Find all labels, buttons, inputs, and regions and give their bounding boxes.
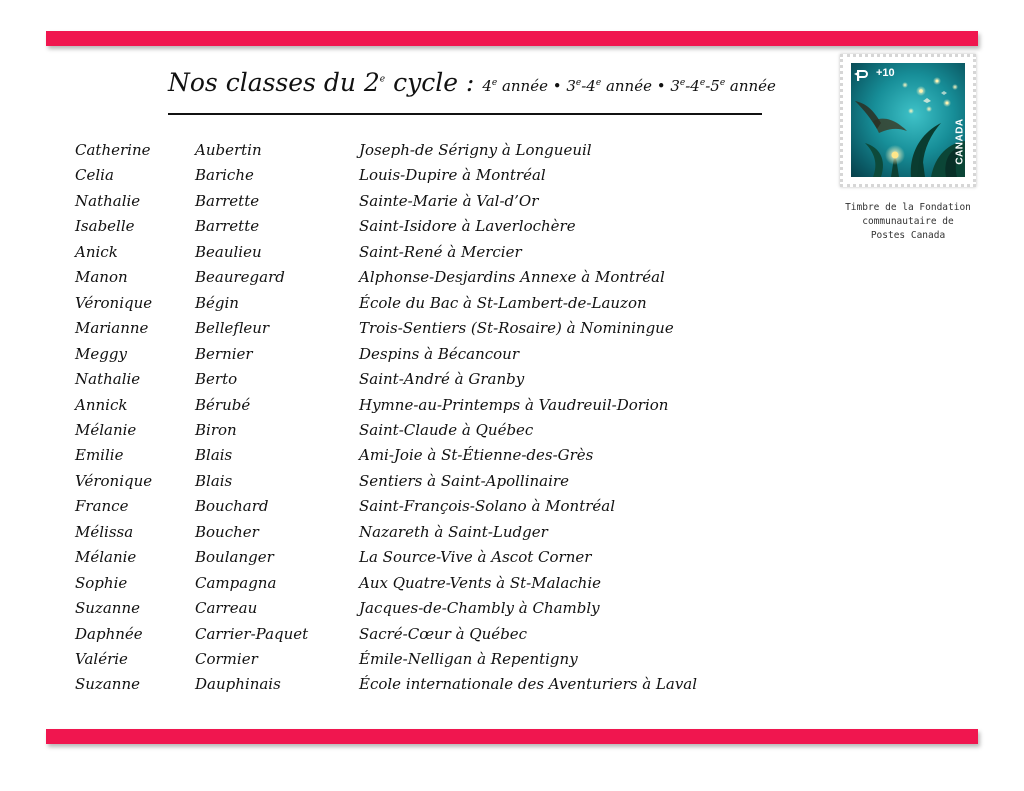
- teacher-last-name: Barrette: [195, 191, 260, 210]
- teacher-first-name: Nathalie: [75, 191, 141, 210]
- teacher-school: Sainte-Marie à Val-d’Or: [359, 191, 539, 210]
- teacher-last-name: Boucher: [195, 522, 259, 541]
- teacher-row: [0, 189, 700, 214]
- teacher-school: Sacré-Cœur à Québec: [359, 624, 528, 643]
- teacher-first-name: Suzanne: [75, 675, 140, 694]
- teacher-last-name: Campagna: [195, 573, 277, 592]
- teacher-school: Jacques-de-Chambly à Chambly: [359, 599, 600, 618]
- teacher-row: [0, 393, 700, 418]
- teacher-school: Louis-Dupire à Montréal: [359, 166, 546, 185]
- teacher-row: [0, 571, 700, 596]
- teacher-row: [0, 545, 700, 570]
- teacher-school: Trois-Sentiers (St-Rosaire) à Nominingue: [359, 319, 674, 338]
- teacher-school: Despins à Bécancour: [359, 344, 520, 363]
- teacher-school: Saint-André à Granby: [359, 370, 525, 389]
- teacher-row: [0, 443, 700, 468]
- teacher-row: [0, 214, 700, 239]
- teacher-school: Ami-Joie à St-Étienne-des-Grès: [359, 446, 594, 465]
- teacher-last-name: Biron: [195, 420, 237, 439]
- teacher-school: La Source-Vive à Ascot Corner: [359, 548, 592, 567]
- stamp-caption-line: Postes Canada: [870, 230, 946, 241]
- title-underline: [168, 113, 762, 115]
- teacher-row: [0, 163, 700, 188]
- teacher-school: Sentiers à Saint-Apollinaire: [359, 471, 569, 490]
- teacher-last-name: Cormier: [195, 650, 258, 668]
- teacher-first-name: Daphnée: [75, 624, 143, 643]
- teacher-last-name: Dauphinais: [195, 675, 281, 694]
- stamp-image: [851, 63, 965, 177]
- teacher-row: [0, 138, 700, 163]
- stamp-caption-line: communautaire de: [862, 216, 954, 227]
- teacher-first-name: Valérie: [75, 650, 128, 668]
- stamp-value: +10: [876, 67, 895, 79]
- teacher-school: Saint-René à Mercier: [359, 242, 522, 261]
- teacher-row: [0, 520, 700, 545]
- teacher-school: Nazareth à Saint-Ludger: [359, 522, 548, 541]
- teacher-last-name: Blais: [195, 446, 233, 465]
- teacher-last-name: Carrier-Paquet: [195, 624, 309, 643]
- teacher-first-name: Suzanne: [75, 599, 140, 618]
- teacher-row: [0, 672, 700, 697]
- teacher-last-name: Bégin: [195, 293, 239, 312]
- teacher-first-name: Véronique: [75, 293, 153, 312]
- teacher-last-name: Bérubé: [195, 395, 251, 414]
- teacher-first-name: Marianne: [75, 319, 149, 338]
- teacher-row: [0, 240, 700, 265]
- teacher-last-name: Aubertin: [195, 141, 262, 159]
- teacher-first-name: Mélissa: [75, 522, 134, 541]
- teacher-school: Saint-François-Solano à Montréal: [359, 497, 616, 516]
- teacher-first-name: Manon: [75, 268, 128, 287]
- teacher-school: Alphonse-Desjardins Annexe à Montréal: [359, 268, 665, 287]
- teacher-first-name: Sophie: [75, 573, 128, 592]
- teacher-last-name: Boulanger: [195, 548, 274, 567]
- teacher-row: [0, 367, 700, 392]
- teacher-first-name: France: [75, 497, 129, 516]
- teacher-first-name: Meggy: [75, 344, 127, 363]
- teacher-first-name: Mélanie: [75, 548, 137, 567]
- teacher-last-name: Bernier: [195, 344, 253, 363]
- teacher-first-name: Emilie: [75, 446, 124, 465]
- teacher-school: Saint-Isidore à Laverlochère: [359, 217, 576, 236]
- teacher-last-name: Bellefleur: [195, 319, 270, 338]
- teacher-row: [0, 596, 700, 621]
- stamp-country: CANADA: [954, 118, 965, 165]
- teacher-first-name: Nathalie: [75, 370, 141, 389]
- teacher-school: Saint-Claude à Québec: [359, 420, 534, 439]
- teacher-row: [0, 316, 700, 341]
- teacher-last-name: Barrette: [195, 217, 260, 236]
- teacher-first-name: Mélanie: [75, 420, 137, 439]
- top-accent-bar: [46, 31, 978, 46]
- teacher-first-name: Véronique: [75, 471, 153, 490]
- stamp-caption-line: Timbre de la Fondation: [845, 202, 971, 213]
- stamp: [840, 54, 976, 187]
- teacher-first-name: Anick: [75, 242, 118, 261]
- teacher-last-name: Beaulieu: [195, 242, 262, 261]
- teacher-school: Hymne-au-Printemps à Vaudreuil-Dorion: [359, 395, 669, 414]
- teacher-row: [0, 265, 700, 290]
- teacher-row: [0, 647, 700, 672]
- teacher-row: [0, 291, 700, 316]
- teacher-last-name: Blais: [195, 471, 233, 490]
- bottom-accent-bar: [46, 729, 978, 744]
- teacher-school: Aux Quatre-Vents à St-Malachie: [359, 573, 602, 592]
- teacher-row: [0, 622, 700, 647]
- teacher-first-name: Annick: [75, 395, 128, 414]
- stamp-illustration: [851, 63, 965, 177]
- teacher-last-name: Carreau: [195, 599, 258, 618]
- teacher-last-name: Berto: [195, 370, 238, 389]
- teacher-row: [0, 494, 700, 519]
- teacher-first-name: Catherine: [75, 141, 151, 159]
- teacher-first-name: Isabelle: [75, 217, 135, 236]
- teacher-last-name: Beauregard: [195, 268, 285, 287]
- teacher-last-name: Bariche: [195, 166, 254, 185]
- teacher-row: [0, 469, 700, 494]
- teacher-school: Émile-Nelligan à Repentigny: [359, 650, 578, 668]
- teacher-last-name: Bouchard: [195, 497, 269, 516]
- teacher-school: Joseph-de Sérigny à Longueuil: [359, 141, 592, 159]
- teacher-school: École du Bac à St-Lambert-de-Lauzon: [359, 293, 647, 312]
- teacher-row: [0, 418, 700, 443]
- stamp-caption: [828, 201, 988, 243]
- teacher-first-name: Celia: [75, 166, 114, 185]
- teacher-school: École internationale des Aventuriers à Laval: [359, 675, 698, 694]
- teacher-row: [0, 342, 700, 367]
- page-title: Nos classes du 2e cycle : 4e année • 3e-4e année • 3e-4e-5e année: [168, 68, 776, 97]
